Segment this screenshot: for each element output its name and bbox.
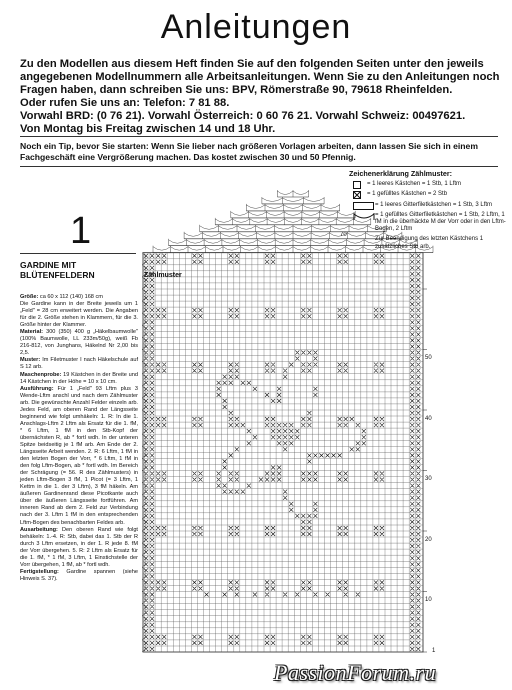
row-number: 1	[432, 648, 436, 654]
intro-line: Vorwahl BRD: (0 76 21). Vorwahl Österreich: 0 60 76 21. Vorwahl Schweiz: 00497621.	[20, 110, 466, 122]
instruction-body: ca 60 x 112 (140) 168 cm	[39, 294, 103, 300]
page-title: Anleitungen	[160, 8, 352, 46]
instruction-body: Den oberen Rand wie folgt behäkeln: 1.-4. R: Stb, dabei das 1. Stb der R durch 3 Lftm ersetzen, in der 1. R jede 8. fM der Vorr übergehen. 5. R: 2 Lftm als Ersatz für die 1. fM, * 1 fM, 3 Lftm, 1 Einstichstelle der Vorr übergehen, 1 fM, ab * fortl wdh.	[20, 526, 138, 568]
row-number: 30	[425, 476, 432, 482]
instruction-body: Im Filetmuster I nach Häkelschule auf S 12 arb.	[20, 357, 138, 371]
tip-line: Noch ein Tip, bevor Sie starten: Wenn Sie lieber nach größeren Vorlagen arbeiten, dann lassen Sie sich in einem	[20, 141, 478, 151]
instruction-label: Ausarbeitung:	[20, 526, 58, 533]
row-number: 20	[425, 537, 432, 543]
legend-text: = 1 gefülltes Gitterfiletkästchen = 1 Stb, 2 Lftm, 1 fM in die überhäckte M der Vorr oder in den Lftm-Bogen, 2 Lftm	[375, 211, 506, 233]
row-number: 40	[425, 416, 432, 422]
chart-grid	[143, 253, 423, 652]
instruction-label: Muster:	[20, 357, 41, 364]
instruction-label: Ausführung:	[20, 385, 54, 392]
legend-text: = 1 leeres Gitterfiletkästchen = 1 Stb, 3 Lftm	[375, 201, 493, 208]
instruction-body: Für 1 „Feld" 93 Lftm plus 3 Wende-Lftm anschl und nach dem Zählmuster arb. Die gewünschte Anzahl Felder einzeln arb. Jedes Feld, am oberen Rand der Längsseite beginnend wie folgt umhäkeln: 1. R: In die 1. Anschlags-Lftm 2 Lftm als Ersatz für die 1. fM, * 6 Lftm, 1 fM in den Stb-Kopf der übernächsten R, ab * fortl wdh. In der unteren Spitze beidseitig je 1 fM arb. Am Ende der 2. Längsseite Arbeit wenden. 2. R: 6 Lftm, 1 fM in den letzten Bogen der Vorr, * 6 Lftm, 1 fM in den folg Lftm-Bogen, ab * fortl wdh. Im Bereich der Schrägung (= 56. R des Zählmusters) in jeden Lftm-Bogen 3 fM, 1 Picot (= 3 Lftm, 1 Kettm in die 1. der 3 Lftm), 3 fM häkeln. Am äußeren Gardinenrand diese Picotkante auch über die äußeren Längsseite fortführen. Am inneren Rand ab dem 2. Feld zur Verbindung nach der 3. Lftm 1 fM in den entsprechenden Lftm-Bogen des benachbarten Feldes arb.	[20, 385, 138, 526]
instruction-label: Fertigstellung:	[20, 568, 59, 575]
intro-line: Fragen haben, dann schreiben Sie uns: BPV, Römerstraße 90, 79618 Rheinfelden.	[20, 84, 453, 96]
instruction-body: Gardine spannen (siehe Hinweis S. 37).	[20, 568, 138, 582]
instruction-label: Größe:	[20, 294, 39, 300]
watermark: PassionForum.ru	[274, 660, 437, 685]
intro-line: angegebenen Modellnummern alle Arbeitsanleitungen. Wenn Sie zu den Anleitungen noch	[20, 71, 500, 83]
legend-title: Zeichenerklärung Zählmuster:	[349, 169, 453, 178]
instruction-body: 300 (350) 400 g „Häkelbaumwolle" (100% Baumwolle, LL 233m/50g), weiß Fb 216-812, von Junghans, Häkelnd Nr 2,00 bis 2,5.	[20, 329, 138, 357]
legend-text: = 1 gefülltes Kästchen = 2 Stb	[367, 191, 448, 198]
intro-line: Oder rufen Sie uns an: Telefon: 7 81 88.	[20, 97, 230, 109]
row-number: 70	[340, 232, 347, 238]
legend-text: = 1 leeres Kästchen = 1 Stb, 1 Lftm	[367, 181, 462, 188]
instruction-body: Die Gardine kann in der Breite jeweils um 1 „Feld" = 28 cm erweitert werden. Die Angaben für die 2. Größe stehen in Klammern, für die 3. Größe hinter der Klammer.	[20, 301, 138, 329]
row-number: 50	[425, 355, 432, 361]
chart-label: Zählmuster	[144, 272, 182, 279]
model-heading-line: GARDINE MIT	[20, 260, 77, 270]
legend-text: Zur Beendigung des letzten Kästchens 1 zusätzliches Stb arb.	[375, 236, 484, 250]
arc-stitches	[153, 190, 433, 253]
model-number: 1	[70, 210, 92, 252]
instruction-label: Maschenprobe:	[20, 371, 62, 378]
intro-line: Zu den Modellen aus diesem Heft finden Sie auf den folgenden Seiten unter den jeweils	[20, 58, 484, 70]
model-heading-line: BLÜTENFELDERN	[20, 270, 95, 280]
tip-line: Fachgeschäft eine Vergrößerung machen. Das kostet zwischen 30 und 50 Pfennig.	[20, 152, 356, 162]
instruction-body: 19 Kästchen in der Breite und 14 Kästchen in der Höhe = 10 x 10 cm.	[20, 371, 138, 385]
row-number: 10	[425, 597, 432, 603]
instruction-label: Material:	[20, 329, 44, 336]
intro-line: Von Montag bis Freitag zwischen 14 und 18 Uhr.	[20, 123, 276, 135]
